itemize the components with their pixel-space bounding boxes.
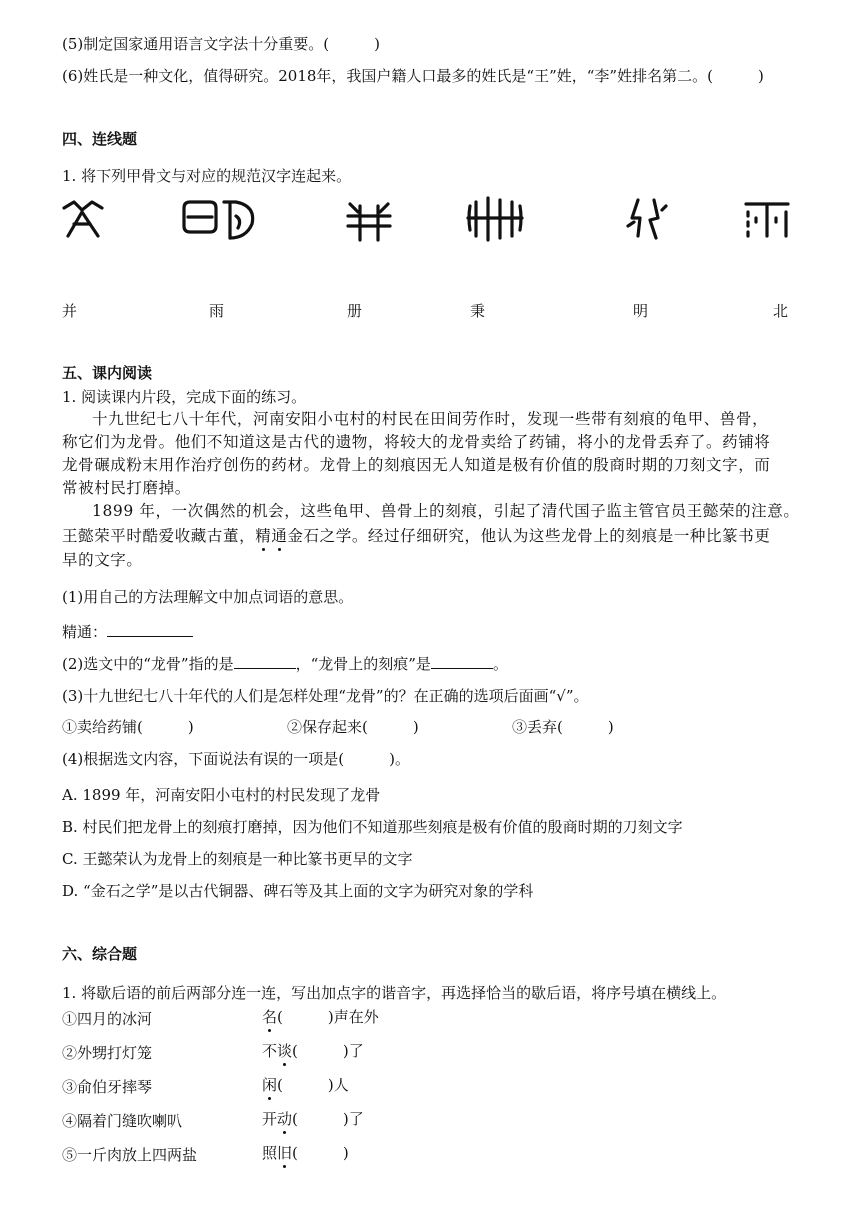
char-ming[interactable]: 明 (633, 302, 649, 320)
char-bing[interactable]: 并 (62, 302, 78, 320)
sub-question-3: (3)十九世纪七八十年代的人们是怎样处理“龙骨”的？在正确的选项后面画“√”。 (62, 687, 589, 705)
pun-pre: 照 (262, 1144, 278, 1162)
pun-pre: 不 (262, 1042, 278, 1060)
dotted-char: 旧 (277, 1144, 293, 1162)
char-bing2[interactable]: 秉 (470, 302, 486, 320)
xiehouyu-left-1[interactable]: ①四月的冰河 (62, 1010, 153, 1028)
sub-question-1-answer (62, 622, 193, 642)
oracle-bing2-icon[interactable] (344, 196, 394, 242)
sub-question-1: (1)用自己的方法理解文中加点词语的意思。 (62, 588, 354, 606)
passage-p1-line1: 十九世纪七八十年代，河南安阳小屯村的村民在田间劳作时，发现一些带有刻痕的龟甲、兽骨， (92, 410, 769, 428)
choice-d[interactable]: D. “金石之学”是以古代铜器、碑石等及其上面的文字为研究对象的学科 (62, 882, 534, 900)
passage-text: 王懿荣平时酷爱收藏古董， (62, 527, 256, 545)
xiehouyu-right-1[interactable] (262, 1007, 379, 1027)
passage-p2-line1: 1899 年，一次偶然的机会，这些龟甲、兽骨上的刻痕，引起了清代国子监主管官员王懿荣的注意。 (92, 502, 800, 520)
dotted-char: 闲 (262, 1076, 278, 1094)
answer-blank[interactable] (107, 622, 193, 637)
pun-post: ( )声在外 (277, 1008, 379, 1026)
char-ce[interactable]: 册 (347, 302, 363, 320)
oracle-bing-icon[interactable] (60, 196, 106, 242)
char-bei[interactable]: 北 (773, 302, 789, 320)
answer-blank[interactable] (431, 654, 493, 669)
xiehouyu-left-5[interactable]: ⑤一斤肉放上四两盐 (62, 1146, 198, 1164)
judge-item-6: (6)姓氏是一种文化，值得研究。2018年，我国户籍人口最多的姓氏是“王”姓，“李”姓排名第二。( ) (62, 67, 764, 85)
xiehouyu-left-2[interactable]: ②外甥打灯笼 (62, 1044, 153, 1062)
pun-post: ( ) (292, 1144, 349, 1162)
choice-c[interactable]: C. 王懿荣认为龙骨上的刻痕是一种比篆书更早的文字 (62, 850, 413, 868)
dotted-char: 动 (277, 1110, 293, 1128)
pun-post: ( )了 (292, 1042, 364, 1060)
dotted-char: 精 (255, 527, 272, 545)
option-3[interactable]: ③丢弃( ) (512, 718, 614, 736)
section6-question: 1. 将歇后语的前后两部分连一连，写出加点字的谐音字，再选择恰当的歇后语，将序号填在横线上。 (62, 984, 727, 1002)
q-text: 。 (492, 655, 508, 673)
char-yu[interactable]: 雨 (209, 302, 225, 320)
pun-pre: 开 (262, 1110, 278, 1128)
passage-p1-line3: 龙骨碾成粉末用作治疗创伤的药材。龙骨上的刻痕因无人知道是极有价值的殷商时期的刀刻文字，而 (62, 456, 771, 474)
answer-blank[interactable] (234, 654, 296, 669)
pun-post: ( )了 (292, 1110, 364, 1128)
dotted-char: 通 (271, 527, 288, 545)
section5-question: 1. 阅读课内片段，完成下面的练习。 (62, 388, 307, 406)
section4-title: 四、连线题 (62, 130, 138, 148)
oracle-ce-icon[interactable] (464, 196, 526, 242)
xiehouyu-right-2[interactable] (262, 1041, 364, 1061)
choice-b[interactable]: B. 村民们把龙骨上的刻痕打磨掉，因为他们不知道那些刻痕是极有价值的殷商时期的刀刻文字 (62, 818, 683, 836)
section5-title: 五、课内阅读 (62, 364, 153, 382)
pun-post: ( )人 (277, 1076, 349, 1094)
oracle-bei-icon[interactable] (624, 196, 670, 242)
section6-title: 六、综合题 (62, 945, 138, 963)
passage-p2-line2 (62, 526, 770, 546)
q-text: ，“龙骨上的刻痕”是 (295, 655, 431, 673)
judge-item-5: (5)制定国家通用语言文字法十分重要。( ) (62, 35, 380, 53)
xiehouyu-right-4[interactable] (262, 1109, 364, 1129)
oracle-yu-icon[interactable] (742, 196, 792, 242)
oracle-ming-icon[interactable] (180, 196, 260, 242)
xiehouyu-left-3[interactable]: ③俞伯牙摔琴 (62, 1078, 153, 1096)
option-1[interactable]: ①卖给药铺( ) (62, 718, 194, 736)
passage-text: 金石之学。经过仔细研究，他认为这些龙骨上的刻痕是一种比篆书更 (287, 527, 771, 545)
choice-a[interactable]: A. 1899 年，河南安阳小屯村的村民发现了龙骨 (62, 786, 381, 804)
dotted-char: 谈 (277, 1042, 293, 1060)
q-text: (2)选文中的“龙骨”指的是 (62, 655, 234, 673)
sub-question-4: (4)根据选文内容，下面说法有误的一项是( )。 (62, 750, 410, 768)
passage-p1-line2: 称它们为龙骨。他们不知道这是古代的遗物，将较大的龙骨卖给了药铺，将小的龙骨丢弃了。药铺将 (62, 433, 771, 451)
option-2[interactable]: ②保存起来( ) (287, 718, 419, 736)
xiehouyu-right-5[interactable] (262, 1143, 349, 1163)
sub-question-2 (62, 654, 508, 674)
answer-label: 精通： (62, 623, 108, 641)
xiehouyu-right-3[interactable] (262, 1075, 349, 1095)
passage-p2-line3: 早的文字。 (62, 551, 143, 569)
xiehouyu-left-4[interactable]: ④隔着门缝吹喇叭 (62, 1112, 183, 1130)
passage-p1-line4: 常被村民打磨掉。 (62, 479, 191, 497)
section4-question: 1. 将下列甲骨文与对应的规范汉字连起来。 (62, 167, 352, 185)
dotted-char: 名 (262, 1008, 278, 1026)
